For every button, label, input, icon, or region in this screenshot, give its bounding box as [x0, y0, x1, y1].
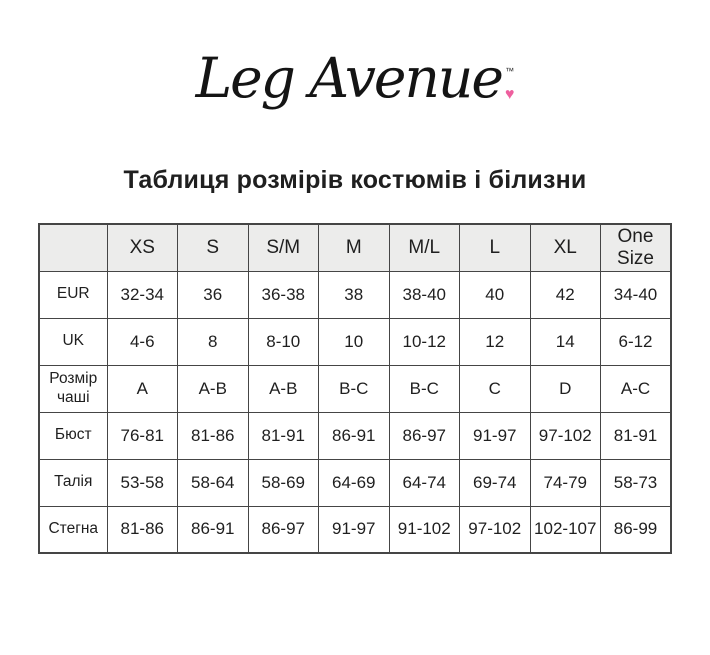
size-cell: 58-64	[178, 459, 249, 506]
size-cell: 36-38	[248, 271, 319, 318]
col-header-m: M	[319, 224, 390, 271]
size-cell: 81-91	[601, 412, 672, 459]
size-cell: 64-74	[389, 459, 460, 506]
size-cell: 91-97	[319, 506, 390, 553]
size-cell: 86-97	[389, 412, 460, 459]
page-title: Таблиця розмірів костюмів і білизни	[123, 166, 587, 194]
size-cell: 36	[178, 271, 249, 318]
size-cell: A	[107, 365, 178, 412]
heart-icon: ♥	[504, 86, 515, 103]
table-row-waist	[39, 459, 671, 506]
row-label-eur: EUR	[39, 271, 107, 318]
size-cell: 34-40	[601, 271, 672, 318]
size-table-body	[39, 271, 671, 553]
logo-mark	[505, 67, 515, 103]
table-row-eur	[39, 271, 671, 318]
size-cell: 8-10	[248, 318, 319, 365]
size-cell: 42	[530, 271, 601, 318]
size-cell: 81-91	[248, 412, 319, 459]
size-cell: 12	[460, 318, 531, 365]
size-cell: 14	[530, 318, 601, 365]
size-cell: 58-73	[601, 459, 672, 506]
size-cell: 8	[178, 318, 249, 365]
size-cell: 81-86	[178, 412, 249, 459]
size-cell: A-B	[248, 365, 319, 412]
size-cell: B-C	[319, 365, 390, 412]
size-cell: 97-102	[460, 506, 531, 553]
size-cell: C	[460, 365, 531, 412]
size-cell: B-C	[389, 365, 460, 412]
table-row-hips	[39, 506, 671, 553]
table-row-uk	[39, 318, 671, 365]
row-label-bust: Бюст	[39, 412, 107, 459]
size-cell: 32-34	[107, 271, 178, 318]
size-table	[38, 223, 672, 554]
size-cell: A-B	[178, 365, 249, 412]
size-cell: 38	[319, 271, 390, 318]
brand-logo-text: Leg Avenue	[195, 45, 502, 110]
row-label-cup-size: Розмір чаші	[39, 365, 107, 412]
size-cell: 91-97	[460, 412, 531, 459]
row-label-waist: Талія	[39, 459, 107, 506]
brand-logo	[0, 26, 710, 130]
size-cell: 97-102	[530, 412, 601, 459]
size-cell: 76-81	[107, 412, 178, 459]
size-cell: 53-58	[107, 459, 178, 506]
size-cell: 58-69	[248, 459, 319, 506]
col-header-s: S	[178, 224, 249, 271]
corner-cell	[39, 224, 107, 271]
size-cell: 4-6	[107, 318, 178, 365]
table-row-bust	[39, 412, 671, 459]
size-cell: 86-91	[319, 412, 390, 459]
size-cell: 10-12	[389, 318, 460, 365]
col-header-xl: XL	[530, 224, 601, 271]
size-cell: 6-12	[601, 318, 672, 365]
size-cell: A-C	[601, 365, 672, 412]
col-header-ml: M/L	[389, 224, 460, 271]
trademark-symbol: ™	[505, 66, 515, 76]
header-row	[39, 224, 671, 271]
size-cell: 86-97	[248, 506, 319, 553]
table-row-cup-size	[39, 365, 671, 412]
size-cell: 64-69	[319, 459, 390, 506]
row-label-uk: UK	[39, 318, 107, 365]
row-label-hips: Стегна	[39, 506, 107, 553]
col-header-sm: S/M	[248, 224, 319, 271]
size-guide-page	[0, 26, 710, 655]
size-table-header	[39, 224, 671, 271]
col-header-one-size: One Size	[601, 224, 672, 271]
size-cell: 81-86	[107, 506, 178, 553]
size-cell: 102-107	[530, 506, 601, 553]
col-header-xs: XS	[107, 224, 178, 271]
col-header-l: L	[460, 224, 531, 271]
size-cell: 38-40	[389, 271, 460, 318]
size-cell: D	[530, 365, 601, 412]
size-cell: 40	[460, 271, 531, 318]
size-cell: 74-79	[530, 459, 601, 506]
size-cell: 91-102	[389, 506, 460, 553]
size-cell: 69-74	[460, 459, 531, 506]
size-cell: 86-91	[178, 506, 249, 553]
size-cell: 86-99	[601, 506, 672, 553]
size-cell: 10	[319, 318, 390, 365]
